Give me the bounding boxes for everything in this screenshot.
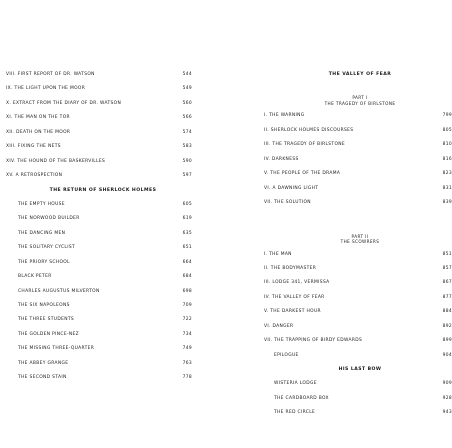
- page-number: 722: [182, 317, 192, 323]
- entry-title: XV. A RETROSPECTION: [6, 173, 63, 179]
- page-number: 709: [182, 303, 192, 308]
- page-number: 549: [182, 86, 192, 92]
- story-entry: [0, 285, 196, 299]
- chapter-entry: [258, 248, 452, 262]
- entry-title: WISTERIA LODGE: [274, 381, 317, 387]
- story-entry: [0, 198, 196, 212]
- story-entry: [0, 342, 196, 356]
- entry-title: I. THE WARNING: [264, 113, 305, 119]
- story-entry: [0, 328, 196, 342]
- entry-title: THE EMPTY HOUSE: [18, 201, 65, 207]
- chapter-entry: [258, 262, 452, 276]
- chapter-entry: [258, 182, 452, 196]
- chapter-entry: [0, 82, 196, 96]
- chapter-entry: [0, 155, 196, 169]
- page-number: 899: [442, 338, 452, 344]
- page-number: 698: [182, 288, 192, 294]
- page-number: 664: [182, 259, 192, 265]
- entry-title: XIV. THE HOUND OF THE BASKERVILLES: [6, 158, 106, 164]
- entry-title: V. THE DARKEST HOUR: [264, 309, 321, 315]
- story-entry: [0, 227, 196, 241]
- entry-title: II. THE BODYMASTER: [264, 265, 317, 271]
- page-number: 778: [182, 375, 192, 381]
- entry-title: IX. THE LIGHT UPON THE MOOR: [6, 86, 86, 92]
- page-number: 763: [182, 360, 192, 366]
- chapter-entry: [258, 276, 452, 290]
- page-number: 560: [182, 100, 192, 106]
- page-number: 928: [442, 395, 452, 401]
- story-entry: [0, 371, 196, 385]
- page-number: 566: [182, 115, 192, 121]
- entry-title: XII. DEATH ON THE MOOR: [6, 129, 71, 135]
- entry-title: THE SECOND STAIN: [18, 375, 67, 381]
- story-entry: [0, 313, 196, 327]
- entry-title: THE ABBEY GRANGE: [18, 360, 69, 366]
- page-number: 605: [182, 201, 192, 207]
- story-entry: [0, 256, 196, 270]
- entry-title: THE CARDBOARD BOX: [274, 395, 329, 401]
- part-heading: [258, 211, 448, 248]
- page-number: 877: [442, 294, 452, 300]
- entry-title: X. EXTRACT FROM THE DIARY OF DR. WATSON: [6, 100, 122, 106]
- left-page-contents: [0, 68, 196, 386]
- story-entry: [0, 212, 196, 226]
- page-number: 884: [442, 309, 452, 315]
- page-number: 823: [442, 171, 452, 177]
- section-heading: HIS LAST BOW: [338, 367, 382, 372]
- part-number: PART II: [351, 233, 369, 239]
- entry-title: THE PRIORY SCHOOL: [18, 259, 70, 265]
- page-number: 544: [182, 72, 192, 77]
- chapter-entry: [0, 111, 196, 125]
- entry-title: THE THREE STUDENTS: [18, 317, 75, 323]
- page-number: 857: [442, 265, 452, 271]
- chapter-entry: [0, 68, 196, 82]
- page-number: 574: [182, 129, 192, 135]
- entry-title: III. THE TRAGEDY OF BIRLSTONE: [264, 142, 346, 148]
- page-number: 583: [182, 144, 192, 150]
- chapter-entry: [258, 138, 452, 152]
- chapter-entry: [0, 140, 196, 154]
- entry-title: VI. A DAWNING LIGHT: [264, 185, 319, 191]
- page-number: 816: [442, 156, 452, 162]
- entry-title: VIII. FIRST REPORT OF DR. WATSON: [6, 72, 95, 77]
- entry-title: I. THE MAN: [264, 251, 292, 257]
- chapter-entry: [258, 320, 452, 334]
- entry-title: THE DANCING MEN: [18, 230, 66, 236]
- part-title: THE SCOWRERS: [340, 238, 380, 244]
- entry-title: VII. THE TRAPPING OF BIRDY EDWARDS: [264, 338, 363, 344]
- chapter-entry: [258, 167, 452, 181]
- part-heading: [258, 82, 448, 109]
- entry-title: VII. THE SOLUTION: [264, 200, 311, 206]
- section-heading: THE RETURN OF SHERLOCK HOLMES: [49, 187, 157, 193]
- page-number: 619: [182, 216, 192, 222]
- chapter-entry: [258, 124, 452, 138]
- entry-title: CHARLES AUGUSTUS MILVERTON: [18, 288, 100, 294]
- page-number: 635: [182, 230, 192, 236]
- story-entry: [0, 241, 196, 255]
- story-entry: [258, 392, 452, 406]
- chapter-entry: [258, 153, 452, 167]
- story-entry: [0, 270, 196, 284]
- entry-title: VI. DANGER: [264, 323, 294, 329]
- page-number: 909: [442, 381, 452, 387]
- story-entry: [258, 406, 452, 420]
- entry-title: THE GOLDEN PINCE-NEZ: [18, 331, 80, 337]
- entry-title: THE SOLITARY CYCLIST: [18, 245, 76, 251]
- entry-title: THE SIX NAPOLEONS: [18, 303, 70, 308]
- entry-title: BLACK PETER: [18, 274, 52, 280]
- page-number: 810: [442, 142, 452, 148]
- page-number: 734: [182, 331, 192, 337]
- page-number: 839: [442, 200, 452, 206]
- part-number: PART I: [352, 95, 368, 101]
- page-number: 805: [442, 127, 452, 133]
- page-number: 904: [442, 352, 452, 358]
- page-number: 597: [182, 173, 192, 179]
- story-entry: [258, 349, 452, 363]
- chapter-entry: [0, 97, 196, 111]
- chapter-entry: [0, 126, 196, 140]
- entry-title: THE RED CIRCLE: [274, 410, 316, 416]
- story-entry: [258, 377, 452, 391]
- page-number: 651: [182, 245, 192, 251]
- entry-title: XI. THE MAN ON THE TOR: [6, 115, 70, 121]
- entry-title: III. LODGE 341, VERMISSA: [264, 280, 330, 286]
- page-number: 684: [182, 274, 192, 280]
- part-title: THE TRAGEDY OF BIRLSTONE: [324, 100, 396, 106]
- entry-title: II. SHERLOCK HOLMES DISCOURSES: [264, 127, 354, 133]
- page-number: 831: [442, 185, 452, 191]
- chapter-entry: [258, 291, 452, 305]
- page-number: 851: [442, 251, 452, 257]
- chapter-entry: [0, 169, 196, 183]
- entry-title: EPILOGUE: [274, 352, 299, 358]
- entry-title: V. THE PEOPLE OF THE DRAMA: [264, 171, 341, 177]
- chapter-entry: [258, 196, 452, 210]
- entry-title: THE MISSING THREE-QUARTER: [18, 346, 95, 352]
- right-page-contents: [258, 68, 452, 421]
- chapter-entry: [258, 334, 452, 348]
- page-number: 943: [442, 410, 452, 416]
- entry-title: IV. THE VALLEY OF FEAR: [264, 294, 325, 300]
- page-number: 749: [182, 346, 192, 352]
- page-number: 799: [442, 113, 452, 119]
- chapter-entry: [258, 109, 452, 123]
- page-number: 892: [442, 323, 452, 329]
- entry-title: XIII. FIXING THE NETS: [6, 144, 61, 150]
- page-number: 867: [442, 280, 452, 286]
- story-entry: [0, 357, 196, 371]
- entry-title: THE NORWOOD BUILDER: [18, 216, 80, 222]
- section-heading: THE VALLEY OF FEAR: [328, 72, 392, 77]
- story-entry: [0, 299, 196, 313]
- page-number: 590: [182, 158, 192, 164]
- entry-title: IV. DARKNESS: [264, 156, 299, 162]
- chapter-entry: [258, 305, 452, 319]
